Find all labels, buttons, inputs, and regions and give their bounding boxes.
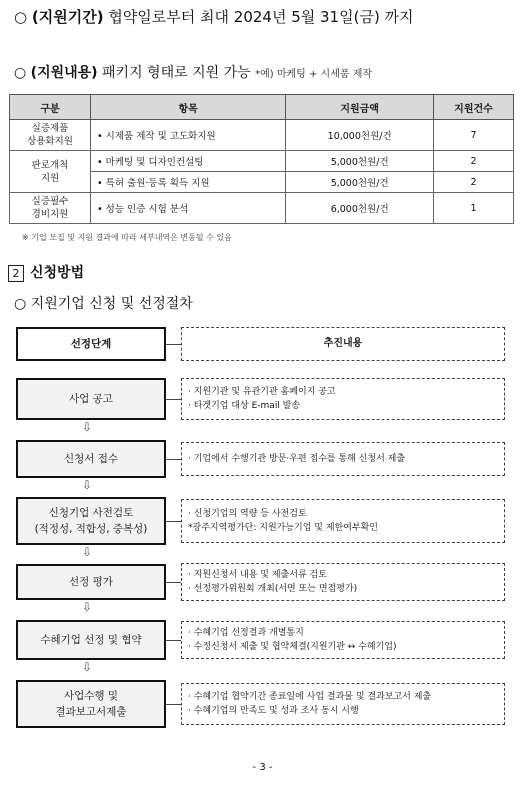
desc-line: · 신청기업의 역량 등 사전검토 <box>188 509 307 519</box>
section-title: 신청방법 <box>30 265 85 281</box>
flow-stage-execution-report: 사업수행 및 결과보고서제출 <box>16 680 166 728</box>
subsection-title: 지원기업 신청 및 선정절차 <box>30 296 193 312</box>
flow-desc-execution-report <box>181 683 505 725</box>
desc-line: · 수혜기업 선정결과 개별통지 <box>188 628 304 638</box>
down-arrow-icon: ⇩ <box>82 478 93 492</box>
desc-line: · 타겟기업 대상 E-mail 발송 <box>188 401 301 411</box>
header-item: 항목 <box>91 95 286 120</box>
header-amount: 지원금액 <box>286 95 434 120</box>
desc-line: · 수혜기업 협약기간 종료일에 사업 결과물 및 결과보고서 제출 <box>188 692 432 702</box>
item-cell: • 특허 출원·등록 획득 지원 <box>91 172 286 193</box>
desc-line: *광주지역평가단: 지원가능기업 및 제한여부확인 <box>188 523 378 533</box>
count-cell: 2 <box>433 172 513 193</box>
flow-connector <box>166 640 181 641</box>
count-cell: 7 <box>433 120 513 151</box>
header-count: 지원건수 <box>433 95 513 120</box>
flow-connector <box>166 704 181 705</box>
flow-desc-prereview <box>181 499 505 543</box>
amount-cell: 6,000천원/건 <box>286 193 434 224</box>
flow-desc-evaluation <box>181 563 505 601</box>
flow-stage-header: 선정단계 <box>16 327 166 361</box>
flow-connector <box>166 344 181 345</box>
support-content-line <box>14 62 372 82</box>
flow-desc-announcement <box>181 378 505 420</box>
flow-connector <box>166 459 181 460</box>
desc-line: · 기업에서 수행기관 방문·우편 접수를 통해 신청서 제출 <box>188 454 406 464</box>
down-arrow-icon: ⇩ <box>82 545 93 559</box>
flow-connector <box>166 521 181 522</box>
category-cell: 판로개척 지원 <box>10 151 91 193</box>
table-footnote: ※ 기업 모집 및 지원 결과에 따라 세부내역은 변동될 수 있음 <box>22 233 232 242</box>
bullet: ○ <box>14 296 27 312</box>
subsection-heading <box>14 293 193 313</box>
flow-desc-application <box>181 442 505 476</box>
flow-stage-prereview: 신청기업 사전검토 (적정성, 적합성, 중복성) <box>16 497 166 545</box>
category-cell: 실증제품 상용화지원 <box>10 120 91 151</box>
content-text: 패키지 형태로 지원 가능 <box>102 65 251 81</box>
bullet: ○ <box>14 65 27 81</box>
content-label: (지원내용) <box>30 65 98 81</box>
item-cell: • 시제품 제작 및 고도화지원 <box>91 120 286 151</box>
table-row <box>10 193 514 224</box>
desc-line: · 선정평가위원회 개최(서면 또는 면접평가) <box>188 584 358 594</box>
period-label: (지원기간) <box>31 8 104 26</box>
item-cell: • 마케팅 및 디자인컨설팅 <box>91 151 286 172</box>
flow-stage-evaluation: 선정 평가 <box>16 564 166 600</box>
amount-cell: 10,000천원/건 <box>286 120 434 151</box>
down-arrow-icon: ⇩ <box>82 660 93 674</box>
page-number: - 3 - <box>252 762 273 773</box>
support-period-line <box>14 6 414 27</box>
item-cell: • 성능 인증 시험 분석 <box>91 193 286 224</box>
count-cell: 1 <box>433 193 513 224</box>
flow-connector <box>166 582 181 583</box>
table-row <box>10 120 514 151</box>
amount-cell: 5,000천원/건 <box>286 151 434 172</box>
desc-line: · 수정신청서 제출 및 협약체결(지원기관 ↔ 수혜기업) <box>188 642 397 652</box>
flow-desc-header: 추진내용 <box>181 327 505 361</box>
section-heading <box>8 262 84 282</box>
amount-cell: 5,000천원/건 <box>286 172 434 193</box>
flow-stage-application: 신청서 접수 <box>16 440 166 478</box>
down-arrow-icon: ⇩ <box>82 420 93 434</box>
period-text: 협약일로부터 최대 2024년 5월 31일(금) 까지 <box>108 8 414 26</box>
flow-stage-announcement: 사업 공고 <box>16 378 166 420</box>
bullet: ○ <box>14 8 28 26</box>
table-header-row <box>10 95 514 120</box>
down-arrow-icon: ⇩ <box>82 600 93 614</box>
flow-connector <box>166 399 181 400</box>
category-cell: 실증필수 경비지원 <box>10 193 91 224</box>
desc-line: · 지원신청서 내용 및 제출서류 검토 <box>188 570 327 580</box>
count-cell: 2 <box>433 151 513 172</box>
support-table <box>9 94 514 224</box>
desc-line: · 수혜기업의 만족도 및 성과 조사 동시 시행 <box>188 706 359 716</box>
content-note: *예) 마케팅 + 시세품 제작 <box>255 69 373 80</box>
flow-desc-selection-agreement <box>181 621 505 659</box>
flow-stage-selection-agreement: 수혜기업 선정 및 협약 <box>16 620 166 660</box>
section-number-box: 2 <box>8 265 24 282</box>
header-category: 구분 <box>10 95 91 120</box>
table-row <box>10 151 514 172</box>
desc-line: · 지원기관 및 유관기관 홈페이지 공고 <box>188 387 336 397</box>
